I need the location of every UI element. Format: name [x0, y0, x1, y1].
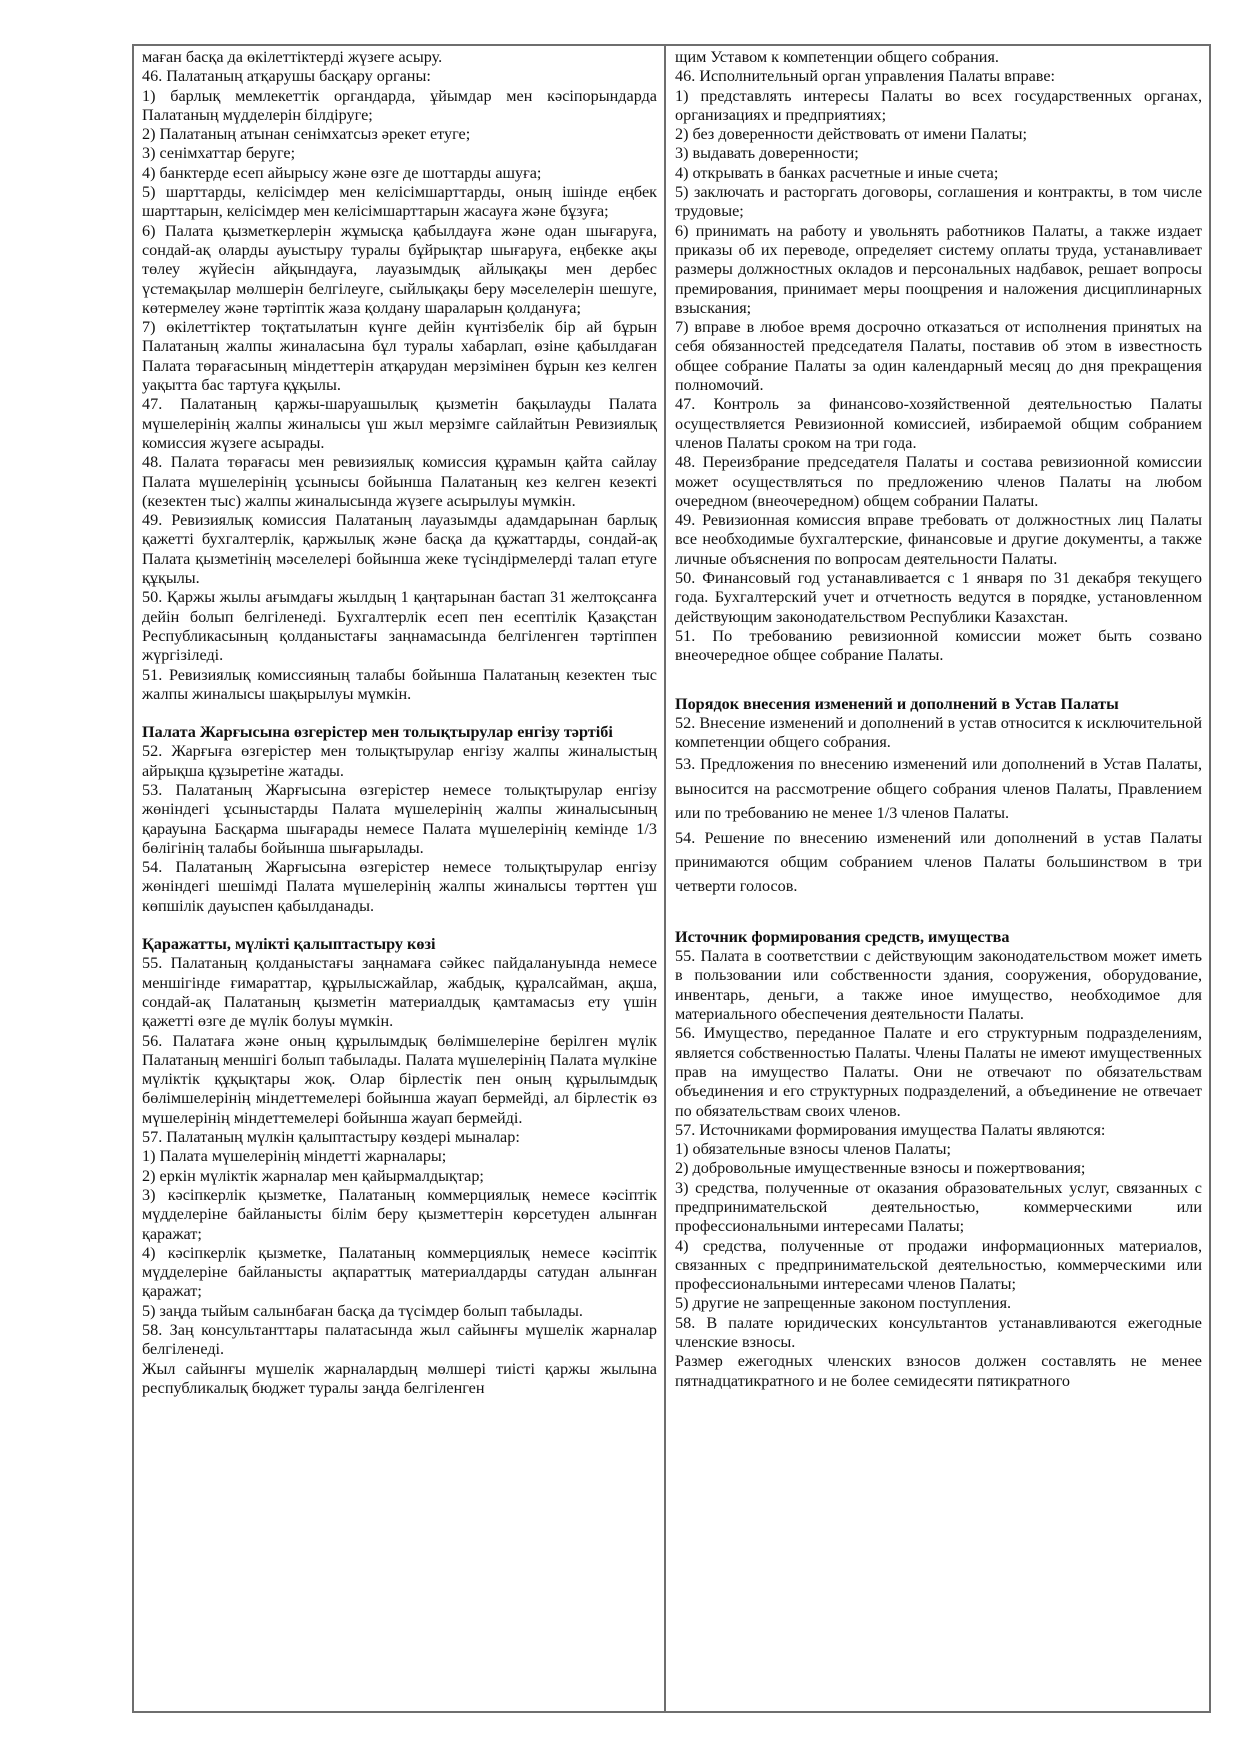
paragraph: 47. Палатаның қаржы-шаруашылық қызметін бақылауды Палата мүшелерінің жалпы жиналысы үш жыл мерзімге сайлайтын Ревизиялық комиссия жүзеге асырады. — [142, 395, 657, 452]
paragraph: 52. Внесение изменений и дополнений в устав относится к исключительной компетенции общего собрания. — [675, 713, 1202, 752]
section-spacer — [675, 666, 1202, 695]
paragraph: 5) другие не запрещенные законом поступления. — [675, 1294, 1012, 1313]
paragraph: 55. Палатаның қолданыстағы заңнамаға сәйкес пайдалануында немесе меншігінде ғимараттар, құрылысжайлар, жабдық, құралсайман, ақша, сондай-ақ Палатаның қызметін материалдық қамтамасыз ету үшін қажетті өзге де мүлік болуы мүмкін. — [142, 954, 657, 1031]
paragraph: Жыл сайынғы мүшелік жарналардың мөлшері тиісті қаржы жылына республикалық бюджет туралы заңда белгіленген — [142, 1359, 657, 1397]
section-spacer — [142, 704, 657, 723]
paragraph: 3) средства, полученные от оказания образовательных услуг, связанных с предпринимательской деятельностью, коммерческими или профессиональными интересами Палаты; — [675, 1178, 1202, 1236]
paragraph: 1) обязательные взносы членов Палаты; — [675, 1140, 952, 1159]
paragraph: 54. Палатаның Жарғысына өзгерістер немесе толықтырулар енгізу жөніндегі шешімді Палата мүшелерінің жалпы жиналысы төрттен үш көпшілік дауыспен қабылданады. — [142, 858, 657, 915]
paragraph: маған басқа да өкілеттіктерді жүзеге асыру. — [142, 48, 443, 66]
paragraph: 58. Заң консультанттары палатасында жыл сайынғы мүшелік жарналар белгіленеді. — [142, 1321, 657, 1359]
paragraph: 2) без доверенности действовать от имени Палаты; — [675, 125, 1027, 144]
russian-column — [666, 46, 1209, 1711]
section-heading: Қаражатты, мүлікті қалыптастыру көзі — [142, 935, 436, 954]
paragraph: 2) Палатаның атынан сенімхатсыз әрекет етуге; — [142, 125, 471, 144]
paragraph: 47. Контроль за финансово-хозяйственной деятельностью Палаты осуществляется Ревизионной комиссией, избираемой общим собранием членов Палаты сроком на три года. — [675, 395, 1202, 452]
paragraph: 2) добровольные имущественные взносы и пожертвования; — [675, 1159, 1086, 1178]
paragraph: 49. Ревизионная комиссия вправе требовать от должностных лиц Палаты все необходимые бухгалтерские, финансовые и другие документы, а также личные объяснения по вопросам деятельности Палаты. — [675, 511, 1202, 568]
paragraph: щим Уставом к компетенции общего собрания. — [675, 48, 999, 66]
paragraph: 49. Ревизиялық комиссия Палатаның лауазымды адамдарынан барлық қажетті бухгалтерлік, қаржылық және басқа да құжаттарды, сондай-ақ Палата қызметінің мәселелері бойынша жеке түсіндірмелерді талап етуге құқылы. — [142, 511, 657, 588]
paragraph: 2) еркін мүліктік жарналар мен қайырмалдықтар; — [142, 1166, 484, 1185]
paragraph: 50. Қаржы жылы ағымдағы жылдың 1 қаңтарынан бастап 31 желтоқсанға дейін болып белгіленеді. Бухгалтерлік есеп пен есептілік Қазақстан Республикасының қолданыстағы заңнамасында белгіленген тәртіппен жүргізіледі. — [142, 588, 657, 665]
paragraph: 54. Решение по внесению изменений или дополнений в устав Палаты принимаются общим собранием членов Палаты большинством в три четверти голосов. — [675, 828, 1202, 896]
paragraph: 53. Палатаның Жарғысына өзгерістер немесе толықтырулар енгізу жөніндегі ұсыныстарды Палата мүшелерінің жалпы жиналысының қарауына Басқарма шығарады немесе Палата мүшелерінің кемінде 1/3 бөлігінің талабы бойынша шығарылады. — [142, 780, 657, 857]
paragraph: 7) өкілеттіктер тоқтатылатын күнге дейін күнтізбелік бір ай бұрын Палатаның жалпы жиналасына бұл туралы хабарлап, өзіне қабылдаған Палата төрағасының міндеттерін атқарудан мерзімінен бұрын кез келген уақытта бас тартуға құқылы. — [142, 318, 657, 395]
paragraph: 58. В палате юридических консультантов устанавливаются ежегодные членские взносы. — [675, 1313, 1202, 1352]
paragraph: 55. Палата в соответствии с действующим законодательством может иметь в пользовании или собственности здания, сооружения, оборудование, инвентарь, деньги, а также иное имущество, необходимое для материального обеспечения деятельности Палаты. — [675, 947, 1202, 1024]
paragraph: 46. Палатаның атқарушы басқару органы: — [142, 67, 431, 86]
section-heading: Источник формирования средств, имущества — [675, 927, 1010, 946]
section-spacer — [675, 899, 1202, 928]
paragraph: 51. По требованию ревизионной комиссии может быть созвано внеочередное общее собрание Палаты. — [675, 626, 1202, 665]
paragraph: 4) банктерде есеп айырысу және өзге де шоттарды ашуға; — [142, 163, 542, 182]
paragraph: 6) Палата қызметкерлерін жұмысқа қабылдауға және одан шығаруға, сондай-ақ оларды ауыстыру туралы бұйрықтар шығаруға, еңбекке ақы төлеу жүйесін айқындауға, лауазымдық айлықақы мен дербес үстемақылар мөлшерін белгілеуге, сыйлықақы беру мәселелерін шешуге, көтермелеу және тәртіптік жаза қолдану шараларын қолдануға; — [142, 221, 657, 317]
paragraph: 4) кәсіпкерлік қызметке, Палатаның коммерциялық немесе кәсіптік мүдделеріне байланысты ақпараттық материалдарды сатудан алынған қаражат; — [142, 1243, 657, 1301]
paragraph: 53. Предложения по внесению изменений или дополнений в Устав Палаты, выносится на рассмотрение общего собрания членов Палаты, Правлением или по требованию не менее 1/3 членов Палаты. — [675, 755, 1202, 823]
paragraph: 1) Палата мүшелерінің міндетті жарналары; — [142, 1147, 447, 1166]
paragraph: 57. Палатаның мүлкін қалыптастыру көздері мыналар: — [142, 1128, 520, 1147]
paragraph: 5) заңда тыйым салынбаған басқа да түсімдер болып табылады. — [142, 1301, 583, 1320]
paragraph: 4) средства, полученные от продажи информационных материалов, связанных с предпринимательской деятельностью, коммерческими или профессиональными интересами членов Палаты; — [675, 1236, 1202, 1294]
paragraph: 51. Ревизиялық комиссияның талабы бойынша Палатаның кезектен тыс жалпы жиналысы шақырылуы мүмкін. — [142, 665, 657, 703]
paragraph: 52. Жарғыға өзгерістер мен толықтырулар енгізу жалпы жиналыстың айрықша құзыретіне жатады. — [142, 742, 657, 780]
section-heading: Палата Жарғысына өзгерістер мен толықтырулар енгізу тәртібі — [142, 723, 613, 742]
paragraph: 6) принимать на работу и увольнять работников Палаты, а также издает приказы об их переводе, определяет систему оплаты труда, устанавливает размеры должностных окладов и персональных надбавок, решает вопросы премирования, принимает меры поощрения и наложения дисциплинарных взыскания; — [675, 221, 1202, 317]
paragraph: 57. Источниками формирования имущества Палаты являются: — [675, 1120, 1106, 1139]
paragraph: 3) кәсіпкерлік қызметке, Палатаның коммерциялық немесе кәсіптік мүдделеріне байланысты білім беру қызметтерін көрсетуден алынған қаражат; — [142, 1185, 657, 1243]
paragraph: 56. Палатаға және оның құрылымдық бөлімшелеріне берілген мүлік Палатаның меншігі болып табылады. Палата мүшелерінің Палата мүлкіне мүліктік құқықтары жоқ. Олар бірлестік пен оның құрылымдық бөлімшелерінің міндеттемелері бойынша жауап бермейді, ал бірлестік өз мүшелерінің міндеттемелері бойынша жауап бермейді. — [142, 1031, 657, 1127]
paragraph: 7) вправе в любое время досрочно отказаться от исполнения принятых на себя обязанностей председателя Палаты, поставив об этом в известность общее собрание Палаты за один календарный месяц до дня прекращения полномочий. — [675, 318, 1202, 395]
paragraph: 56. Имущество, переданное Палате и его структурным подразделениям, является собственностью Палаты. Члены Палаты не имеют имущественных прав на имущество Палаты. Они не отвечают по обязательствам объединения и его структурных подразделений, а объединение не отвечает по обязательствам своих членов. — [675, 1024, 1202, 1120]
paragraph: 5) шарттарды, келісімдер мен келісімшарттарды, оның ішінде еңбек шарттарын, келісімдер мен келісімшарттарын жасауға және бұзуға; — [142, 183, 657, 221]
paragraph: 1) представлять интересы Палаты во всех государственных органах, организациях и предприятиях; — [675, 86, 1202, 124]
bilingual-statute-table — [132, 44, 1211, 1713]
paragraph: 48. Палата төрағасы мен ревизиялық комиссия құрамын қайта сайлау Палата мүшелерінің ұсынысы бойынша Палатаның кез келген кезекті (кезектен тыс) жалпы жиналысында жүзеге асырылуы мүмкін. — [142, 453, 657, 510]
paragraph: 3) выдавать доверенности; — [675, 144, 859, 163]
paragraph: Размер ежегодных членских взносов должен составлять не менее пятнадцатикратного и не более семидесяти пятикратного — [675, 1352, 1202, 1390]
section-spacer — [142, 916, 657, 935]
kazakh-column — [134, 46, 666, 1711]
paragraph: 48. Переизбрание председателя Палаты и состава ревизионной комиссии может осуществляться по предложению членов Палаты на любом очередном (внеочередном) общем собрании Палаты. — [675, 453, 1202, 510]
paragraph: 46. Исполнительный орган управления Палаты вправе: — [675, 67, 1056, 86]
paragraph: 3) сенімхаттар беруге; — [142, 144, 296, 163]
paragraph: 1) барлық мемлекеттік органдарда, ұйымдар мен кәсіпорындарда Палатаның мүдделерін білдіруге; — [142, 86, 657, 124]
paragraph: 50. Финансовый год устанавливается с 1 января по 31 декабря текущего года. Бухгалтерский учет и отчетность ведутся в порядке, установленном действующим законодательством Республики Казахстан. — [675, 569, 1202, 626]
section-heading: Порядок внесения изменений и дополнений в Устав Палаты — [675, 694, 1119, 713]
paragraph: 4) открывать в банках расчетные и иные счета; — [675, 163, 999, 182]
paragraph: 5) заключать и расторгать договоры, соглашения и контракты, в том числе трудовые; — [675, 183, 1202, 221]
